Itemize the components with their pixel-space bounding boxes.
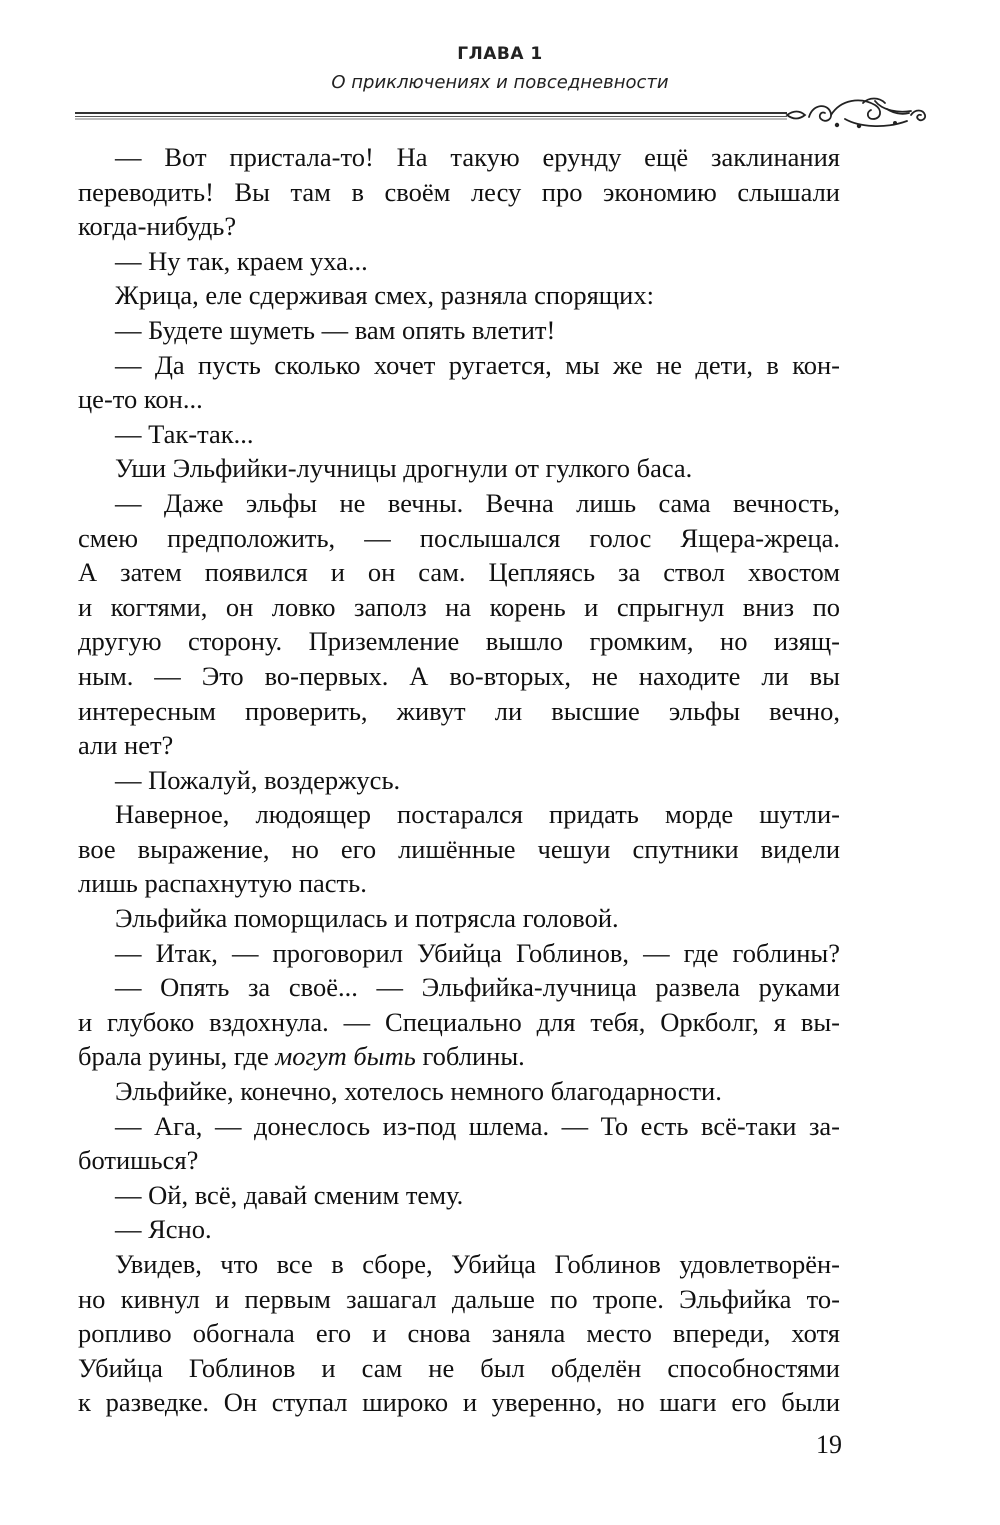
text-line: и когтями, он ловко заполз на корень и спрыгнул вниз по xyxy=(78,591,840,622)
emphasis-text: могут быть xyxy=(275,1041,416,1072)
text-line: лишь распахнутую пасть. xyxy=(78,868,367,899)
text-line: смею предположить, — послышался голос Ящера-жреца. xyxy=(78,522,840,553)
text-line: — Будете шуметь — вам опять влетит! xyxy=(115,314,556,345)
text-line: Эльфийка поморщилась и потрясла головой. xyxy=(115,903,619,934)
body-text xyxy=(78,140,840,1420)
text-line: Наверное, людоящер постарался придать морде шутли- xyxy=(115,799,840,830)
text-line: — Так-так... xyxy=(115,418,254,449)
text-line: когда-нибудь? xyxy=(78,211,237,242)
text-line: — Да пусть сколько хочет ругается, мы же не дети, в кон- xyxy=(115,349,840,380)
text-line: — Пожалуй, воздержусь. xyxy=(115,764,401,795)
text-line: к разведке. Он ступал широко и уверенно, но шаги его были xyxy=(78,1387,840,1418)
text-line: — Ага, — донеслось из-под шлема. — То есть всё-таки за- xyxy=(115,1110,840,1141)
text-fragment: брала руины, где xyxy=(78,1041,276,1072)
text-line: переводить! Вы там в своём лесу про экономию слышали xyxy=(78,176,840,207)
text-line: али нет? xyxy=(78,730,174,761)
text-line: Убийца Гоблинов и сам не был обделён способностями xyxy=(78,1352,840,1383)
text-line: Уши Эльфийки-лучницы дрогнули от гулкого баса. xyxy=(115,453,693,484)
text-line: ропливо обогнала его и снова заняла место впереди, хотя xyxy=(78,1318,840,1349)
chapter-label: ГЛАВА 1 xyxy=(457,44,543,64)
text-line: — Опять за своё... — Эльфийка-лучница развела руками xyxy=(115,972,840,1003)
text-line: — Ну так, краем уха... xyxy=(115,245,368,276)
text-line: — Ясно. xyxy=(115,1214,212,1245)
page-number: 19 xyxy=(816,1430,842,1459)
text-line: и глубоко вздохнула. — Специально для тебя, Оркболг, я вы- xyxy=(78,1006,840,1037)
text-line: интересным проверить, живут ли высшие эльфы вечно, xyxy=(78,695,840,726)
text-line: — Вот пристала-то! На такую ерунду ещё заклинания xyxy=(115,142,840,172)
text-line: — Даже эльфы не вечны. Вечна лишь сама вечность, xyxy=(115,487,840,518)
text-line: А затем появился и он сам. Цепляясь за ствол хвостом xyxy=(78,557,840,588)
text-line: — Ой, всё, давай сменим тему. xyxy=(115,1179,464,1210)
chapter-subtitle: О приключениях и повседневности xyxy=(331,72,669,93)
text-line: но кивнул и первым зашагал дальше по тропе. Эльфийка то- xyxy=(78,1283,840,1314)
text-line: Жрица, еле сдерживая смех, разняла спорящих: xyxy=(115,280,654,311)
text-line: другую сторону. Приземление вышло громким, но изящ- xyxy=(78,626,840,657)
text-line: ботишься? xyxy=(78,1145,199,1176)
text-fragment: гоблины. xyxy=(415,1041,525,1072)
text-line: вое выражение, но его лишённые чешуи спутники видели xyxy=(78,833,840,864)
text-line: Увидев, что все в сборе, Убийца Гоблинов удовлетворён- xyxy=(115,1249,840,1279)
ornamental-header-rule xyxy=(75,95,930,135)
text-line: це-то кон... xyxy=(78,384,203,415)
text-line xyxy=(78,1039,840,1074)
text-line: — Итак, — проговорил Убийца Гоблинов, — где гоблины? xyxy=(115,937,840,968)
text-line: ным. — Это во-первых. А во-вторых, не находите ли вы xyxy=(78,660,840,691)
text-line: Эльфийке, конечно, хотелось немного благодарности. xyxy=(115,1076,722,1107)
